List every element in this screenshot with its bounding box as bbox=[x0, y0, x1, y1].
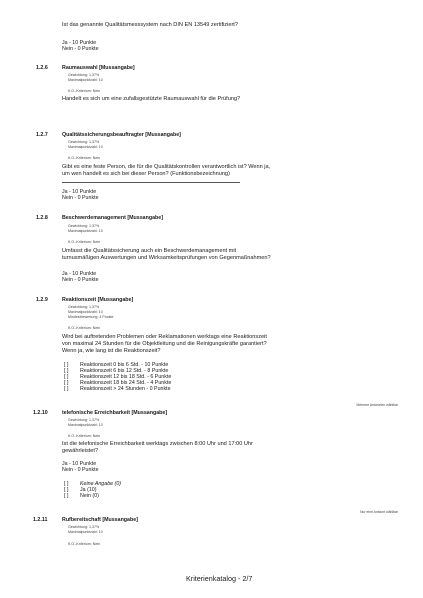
criterion-title: telefonische Erreichbarkeit [Mussangabe] bbox=[62, 410, 168, 416]
page-footer: Kriterienkatalog - 2/7 bbox=[186, 574, 253, 583]
weighting-meta: Gewichtung: 1,37% bbox=[68, 224, 100, 228]
weighting-meta: Gewichtung: 1,37% bbox=[68, 73, 100, 77]
selection-hint: Nur eine Antwort wählbar bbox=[360, 510, 398, 514]
question-text: um wen handelt es sich bei dieser Person? (Funktionsbezeichnung) bbox=[62, 171, 230, 177]
radio-bracket: [ ] bbox=[64, 481, 69, 487]
radio-bracket: [ ] bbox=[64, 493, 69, 499]
criterion-number: 1.2.9 bbox=[36, 297, 48, 303]
criterion-title: Reaktionszeit [Mussangabe] bbox=[62, 297, 134, 303]
criterion-number: 1.2.7 bbox=[36, 132, 48, 138]
checkbox-bracket: [ ] bbox=[64, 374, 69, 380]
question-text: Ist die telefonische Erreichbarkeit werktags zwischen 8:00 Uhr und 17:00 Uhr bbox=[62, 441, 253, 447]
question-text: Ist das genannte Qualitätsmesssystem nach DIN EN 13549 zertifiziert? bbox=[62, 22, 238, 28]
answer-line: Nein - 0 Punkte bbox=[62, 195, 99, 201]
criterion-number: 1.2.11 bbox=[33, 517, 48, 523]
criterion-title: Raumauswahl [Mussangabe] bbox=[62, 65, 135, 71]
question-text: von maximal 24 Stunden für die Objektleitung und die Reinigungskräfte garantiert? bbox=[62, 341, 267, 347]
checkbox-bracket: [ ] bbox=[64, 362, 69, 368]
selection-hint: Mehrere Antworten wählbar bbox=[356, 403, 398, 407]
question-text: Wenn ja, wie lang ist die Reaktionszeit? bbox=[62, 348, 161, 354]
criterion-title: Rufbereitschaft [Mussangabe] bbox=[62, 517, 138, 523]
max-points-meta: Maximalpunktzahl: 10 bbox=[68, 229, 103, 233]
checkbox-bracket: [ ] bbox=[64, 386, 69, 392]
weighting-meta: Gewichtung: 1,37% bbox=[68, 140, 100, 144]
answer-line: Nein - 0 Punkte bbox=[62, 277, 99, 283]
ko-criterion: K.O.-Kriterium: Nein bbox=[68, 542, 101, 546]
question-text: Gibt es eine feste Person, die für die Qualitätskontrollen verantwortlich ist? Wenn ja, bbox=[62, 164, 271, 170]
option-label: Reaktionszeit 0 bis 6 Std. - 10 Punkte bbox=[80, 362, 169, 368]
min-rating-meta: Mindestbewertung: 4 Punkte bbox=[68, 315, 114, 319]
option-label: Nein (0) bbox=[80, 493, 99, 499]
max-points-meta: Maximalpunktzahl: 10 bbox=[68, 145, 103, 149]
criterion-title: Qualitätssicherungsbeauftragter [Mussangabe] bbox=[62, 132, 181, 138]
question-text: Wird bei auftretenden Problemen oder Reklamationen werktags eine Reaktionszeit bbox=[62, 334, 267, 340]
checkbox-bracket: [ ] bbox=[64, 368, 69, 374]
ko-criterion: K.O.-Kriterium: Nein bbox=[68, 326, 101, 330]
answer-line: Ja - 10 Punkte bbox=[62, 271, 97, 277]
question-text: Umfasst die Qualitätssicherung auch ein Beschwerdemanagement mit bbox=[62, 248, 237, 254]
checkbox-bracket: [ ] bbox=[64, 380, 69, 386]
answer-line: Ja - 10 Punkte bbox=[62, 461, 97, 467]
max-points-meta: Maximalpunktzahl: 10 bbox=[68, 530, 103, 534]
option-label: Reaktionszeit > 24 Stunden - 0 Punkte bbox=[80, 386, 171, 392]
max-points-meta: Maximalpunktzahl: 10 bbox=[68, 310, 103, 314]
criterion-title: Beschwerdemanagement [Mussangabe] bbox=[62, 215, 163, 221]
radio-option[interactable] bbox=[64, 493, 99, 499]
criterion-number: 1.2.8 bbox=[36, 215, 48, 221]
answer-line-field[interactable] bbox=[62, 182, 240, 183]
radio-bracket: [ ] bbox=[64, 487, 69, 493]
criterion-number: 1.2.6 bbox=[36, 65, 48, 71]
question-text: turnusmäßigen Auswertungen und Wirksamkeitsprüfungen von Gegenmaßnahmen? bbox=[62, 255, 271, 261]
ko-criterion: K.O.-Kriterium: Nein bbox=[68, 434, 101, 438]
answer-line: Nein - 0 Punkte bbox=[62, 467, 99, 473]
criterion-number: 1.2.10 bbox=[33, 410, 48, 416]
option-label: Reaktionszeit 12 bis 18 Std. - 6 Punkte bbox=[80, 374, 172, 380]
ko-criterion: K.O.-Kriterium: Nein bbox=[68, 89, 101, 93]
option-label: Reaktionszeit 18 bis 24 Std. - 4 Punkte bbox=[80, 380, 172, 386]
option-label: Reaktionszeit 6 bis 12 Std. - 8 Punkte bbox=[80, 368, 169, 374]
checkbox-option[interactable] bbox=[64, 386, 171, 392]
option-label: Keine Angabe (0) bbox=[80, 481, 122, 487]
max-points-meta: Maximalpunktzahl: 10 bbox=[68, 78, 103, 82]
weighting-meta: Gewichtung: 1,37% bbox=[68, 305, 100, 309]
max-points-meta: Maximalpunktzahl: 10 bbox=[68, 423, 103, 427]
ko-criterion: K.O.-Kriterium: Nein bbox=[68, 156, 101, 160]
weighting-meta: Gewichtung: 1,37% bbox=[68, 525, 100, 529]
weighting-meta: Gewichtung: 1,37% bbox=[68, 418, 100, 422]
option-label: Ja (10) bbox=[80, 487, 97, 493]
answer-line: Ja - 10 Punkte bbox=[62, 40, 97, 46]
question-text: gewährleistet? bbox=[62, 448, 99, 454]
answer-line: Nein - 0 Punkte bbox=[62, 46, 99, 52]
question-text: Handelt es sich um eine zufallsgestützte Raumauswahl für die Prüfung? bbox=[62, 96, 241, 102]
ko-criterion: K.O.-Kriterium: Nein bbox=[68, 240, 101, 244]
answer-line: Ja - 10 Punkte bbox=[62, 189, 97, 195]
